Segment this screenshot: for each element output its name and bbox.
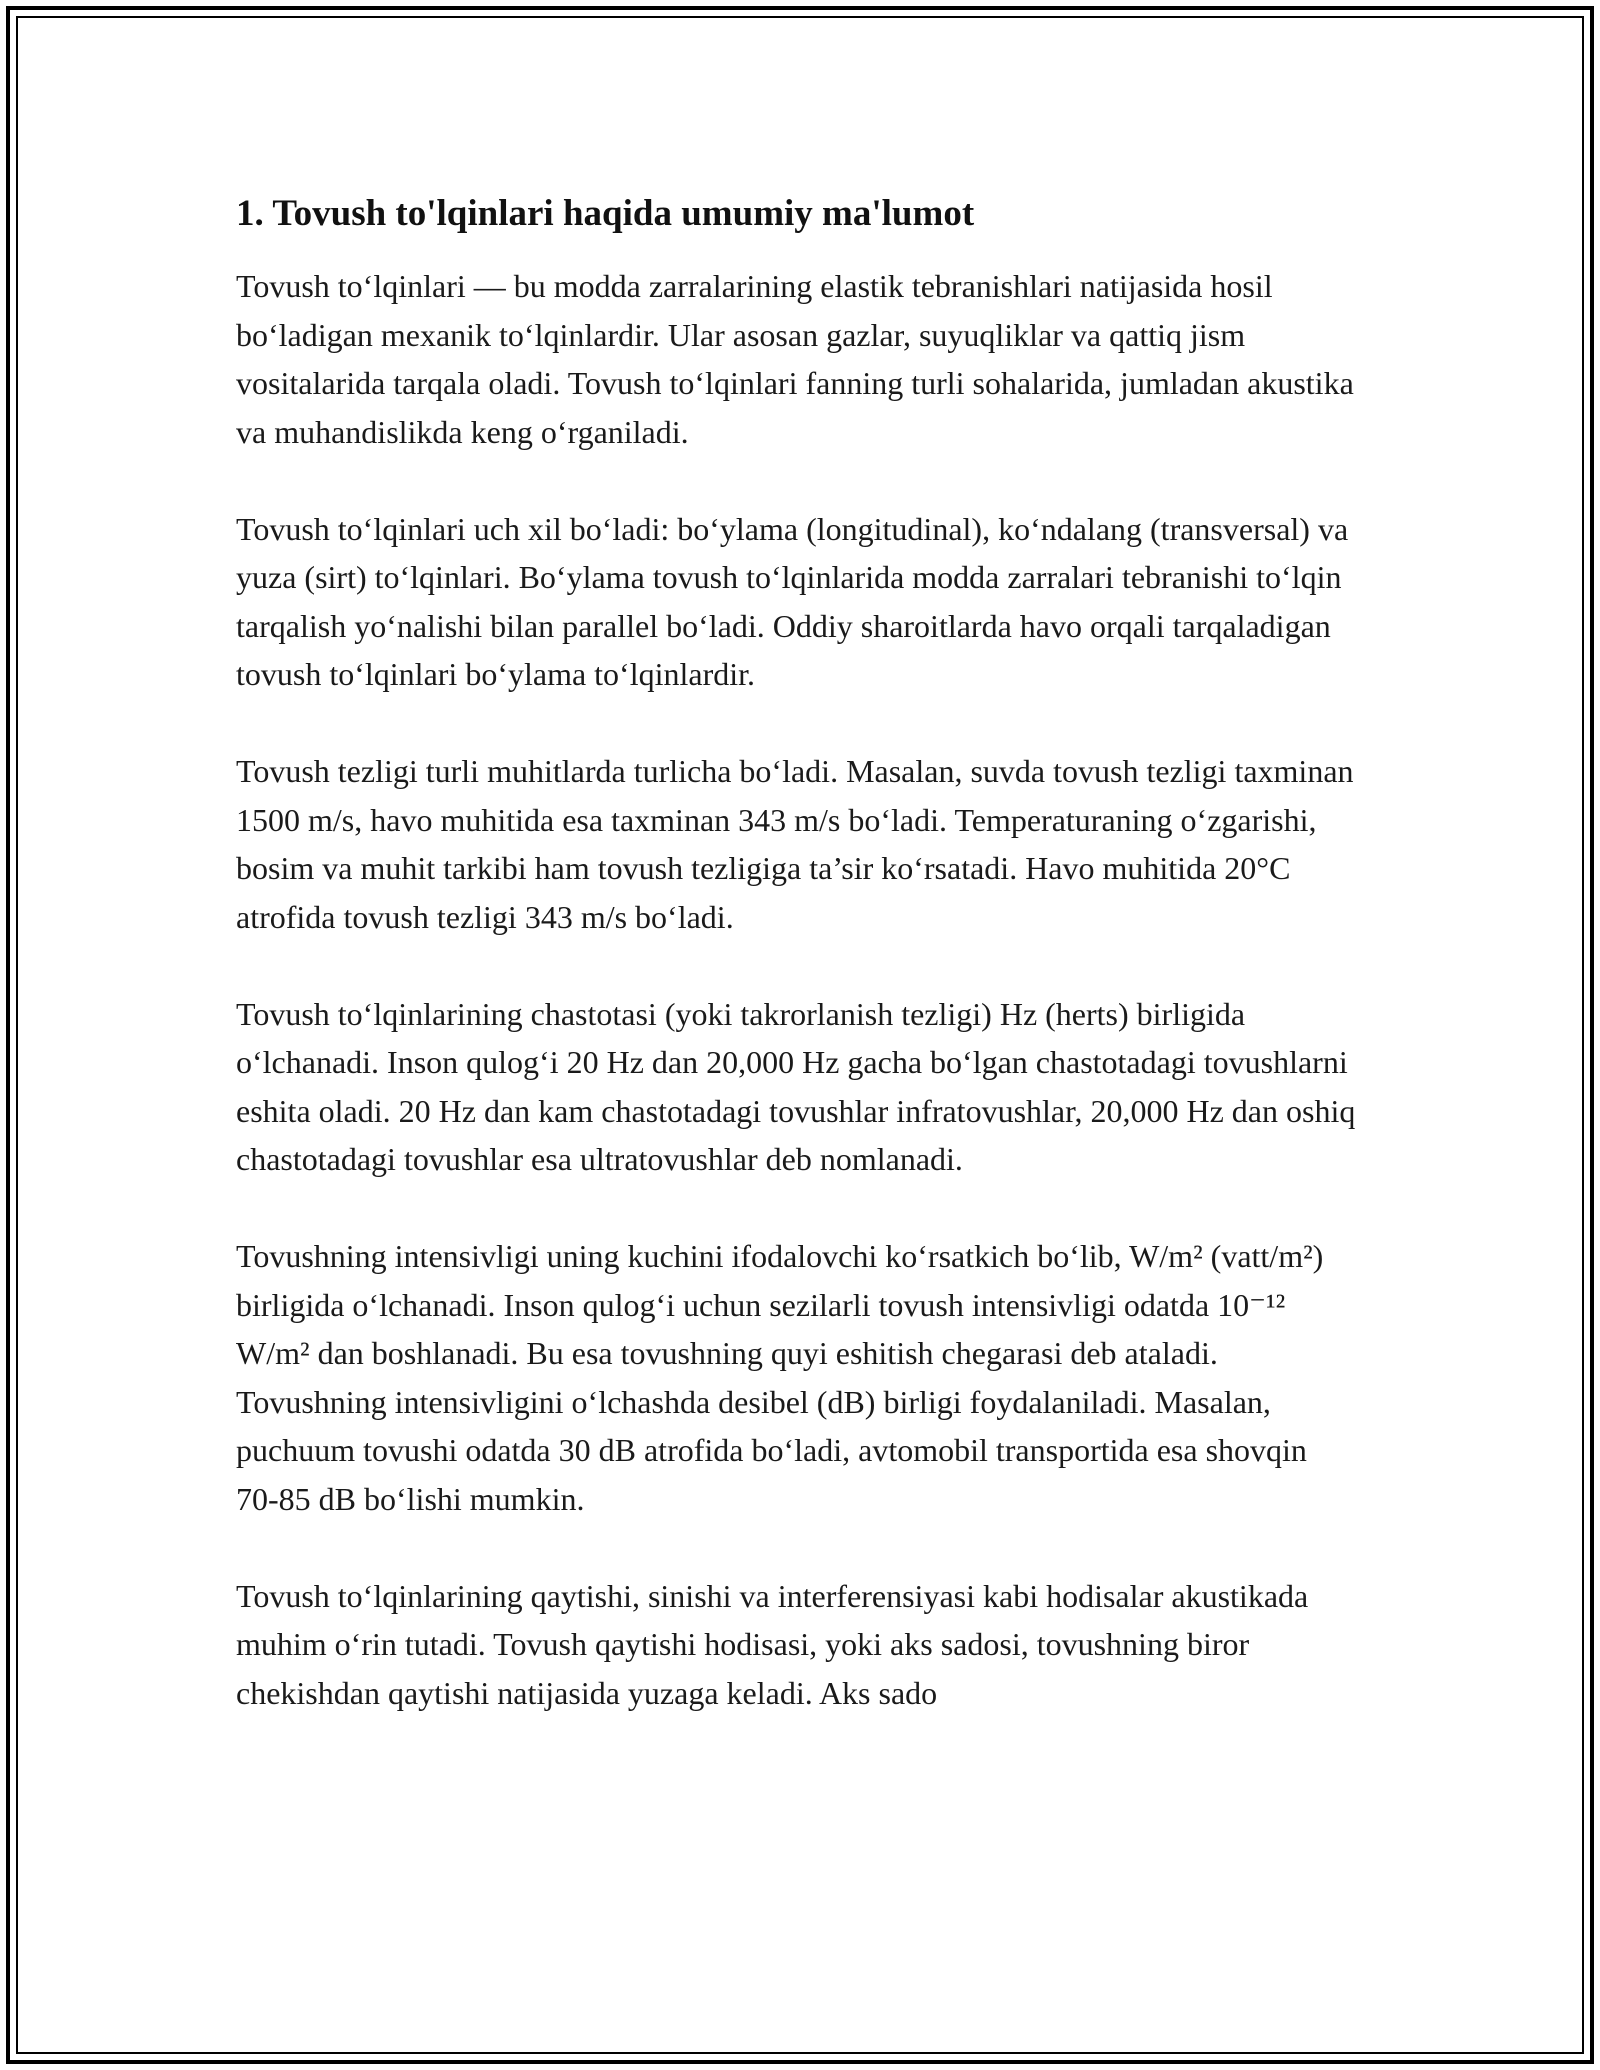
paragraph-sound-waves-definition: Tovush to‘lqinlari — bu modda zarralarining elastik tebranishlari natijasida hosil bo‘ladigan mexanik to‘lqinlardir. Ular asosan gazlar, suyuqliklar va qattiq jism vositalarida tarqala oladi. Tovush to‘lqinlari fanning turli sohalarida, jumladan akustika va muhandislikda keng o‘rganiladi. xyxy=(236,268,1354,450)
paragraph-sound-speed: Tovush tezligi turli muhitlarda turlicha bo‘ladi. Masalan, suvda tovush tezligi taxminan 1500 m/s, havo muhitida esa taxminan 343 m/s bo‘ladi. Temperaturaning o‘zgarishi, bosim va muhit tarkibi ham tovush tezligiga ta’sir ko‘rsatadi. Havo muhitida 20°C atrofida tovush tezligi 343 m/s bo‘ladi. xyxy=(236,753,1354,935)
paragraph-frequency: Tovush to‘lqinlarining chastotasi (yoki takrorlanish tezligi) Hz (herts) birligida o‘lchanadi. Inson qulog‘i 20 Hz dan 20,000 Hz gacha bo‘lgan chastotadagi tovushlarni eshita oladi. 20 Hz dan kam chastotadagi tovushlar infratovushlar, 20,000 Hz dan oshiq chastotadagi tovushlar esa ultratovushlar deb nomlanadi. xyxy=(236,995,1356,1177)
section-heading: 1. Tovush to'lqinlari haqida umumiy ma'lumot xyxy=(236,193,975,234)
document-body xyxy=(236,186,1356,1766)
paragraph-wave-types: Tovush to‘lqinlari uch xil bo‘ladi: bo‘ylama (longitudinal), ko‘ndalang (transversal) va yuza (sirt) to‘lqinlari. Bo‘ylama tovush to‘lqinlarida modda zarralari tebranishi to‘lqin tarqalish yo‘nalishi bilan parallel bo‘ladi. Oddiy sharoitlarda havo orqali tarqaladigan tovush to‘lqinlari bo‘ylama to‘lqinlardir. xyxy=(236,510,1349,692)
paragraph-reflection: Tovush to‘lqinlarining qaytishi, sinishi va interferensiyasi kabi hodisalar akustikada muhim o‘rin tutadi. Tovush qaytishi hodisasi, yoki aks sadosi, tovushning biror chekishdan qaytishi natijasida yuzaga keladi. Aks sado xyxy=(236,1577,1309,1711)
paragraph-intensity: Tovushning intensivligi uning kuchini ifodalovchi ko‘rsatkich bo‘lib, W/m² (vatt/m²) birligida o‘lchanadi. Inson qulog‘i uchun sezilarli tovush intensivligi odatda 10⁻¹² W/m² dan boshlanadi. Bu esa tovushning quyi eshitish chegarasi deb ataladi. Tovushning intensivligini o‘lchashda desibel (dB) birligi foydalaniladi. Masalan, puchuum tovushi odatda 30 dB atrofida bo‘ladi, avtomobil transportida esa shovqin 70-85 dB bo‘lishi mumkin. xyxy=(236,1238,1324,1517)
